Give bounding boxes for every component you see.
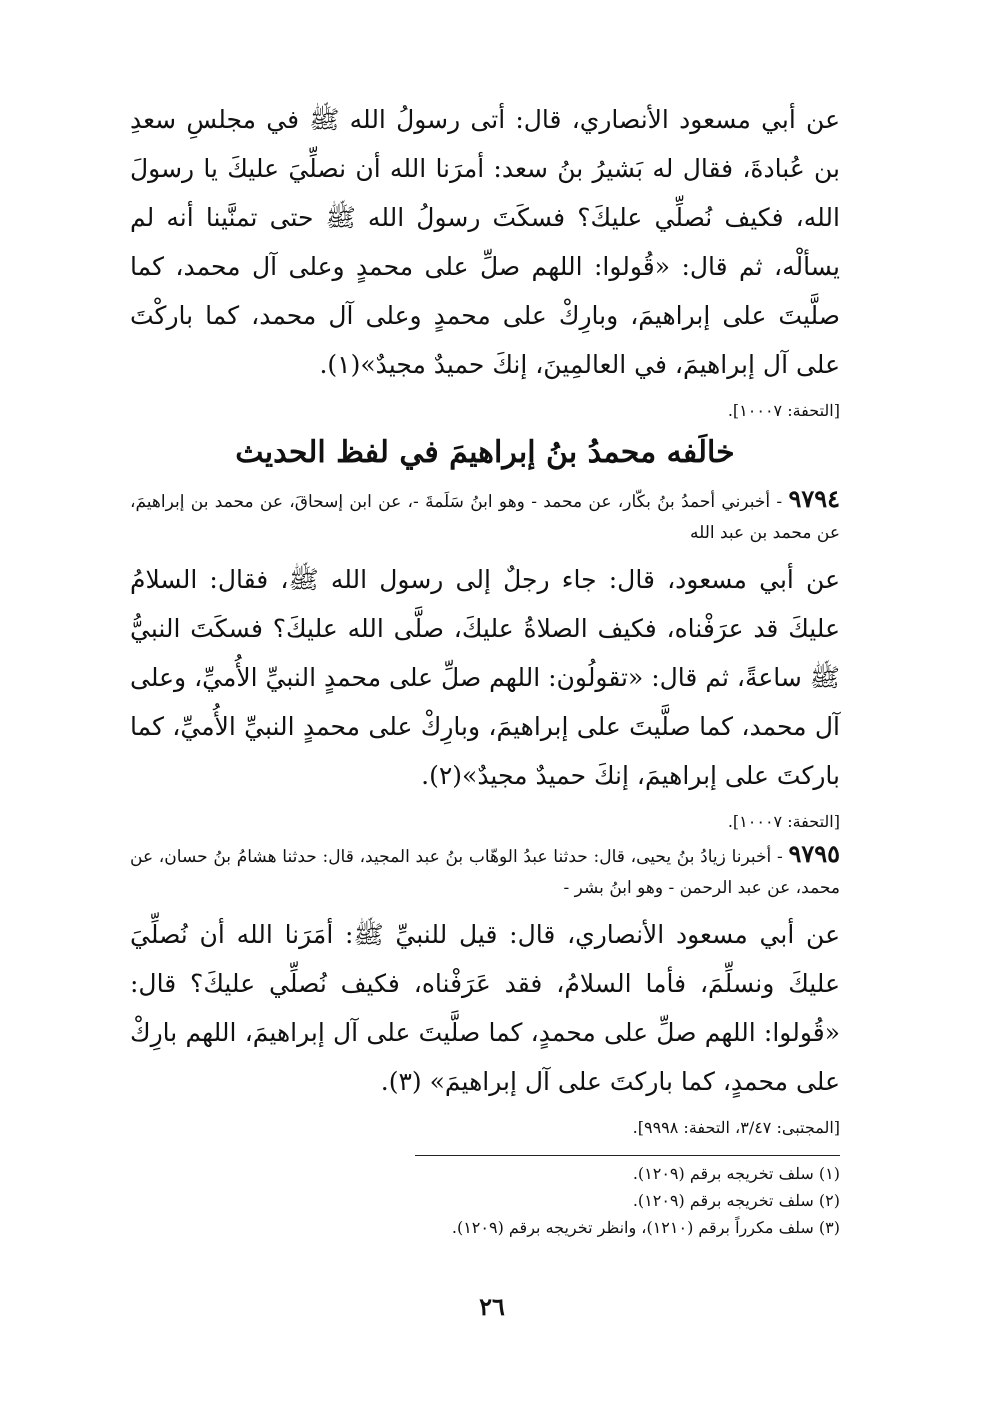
isnad-9795 xyxy=(130,838,840,904)
isnad-text-9795: - أخبرنا زيادُ بنُ يحيى، قال: حدثنا عبدُ الوهّاب بنُ عبد المجيد، قال: حدثنا هشامُ بنُ حسان، عن محمد، عن عبد الرحمن - وهو ابنُ بشر - xyxy=(130,847,840,898)
reference-block1: [التحفة: ١٠٠٠٧]. xyxy=(727,401,840,420)
hadith-number-9794: ٩٧٩٤ xyxy=(788,484,840,513)
hadith-text-9794: عن أبي مسعود، قال: جاء رجلٌ إلى رسول الله ﷺ، فقال: السلامُ عليكَ قد عرَفْناه، فكيف الصلاةُ عليكَ، صلَّى الله عليكَ؟ فسكَتَ النبيُّ ﷺ ساعةً، ثم قال: «تقولُون: اللهم صلِّ على محمدٍ النبيِّ الأُميِّ، وعلى آل محمد، كما صلَّيتَ على إبراهيمَ، وبارِكْ على محمدٍ النبيِّ الأُميِّ، كما باركتَ على إبراهيمَ، إنكَ حميدٌ مجيدٌ»(٢). xyxy=(130,565,840,790)
hadith-number-9795: ٩٧٩٥ xyxy=(788,839,840,868)
page-body xyxy=(130,95,840,1144)
page-number: ٢٦ xyxy=(479,1292,505,1321)
footnotes-divider xyxy=(415,1155,840,1156)
section-heading: خالَفه محمدُ بنُ إبراهيمَ في لفظ الحديث xyxy=(235,435,735,470)
footnote-2: (٢) سلف تخريجه برقم (١٢٠٩). xyxy=(632,1191,840,1210)
hadith-text-block1: عن أبي مسعود الأنصاري، قال: أتى رسولُ الله ﷺ في مجلسِ سعدِ بن عُبادةَ، فقال له بَشيرُ بنُ سعد: أمرَنا الله أن نصلِّيَ عليكَ يا رسولَ الله، فكيف نُصلِّي عليكَ؟ فسكَتَ رسولُ الله ﷺ حتى تمنَّينا أنه لم يسألْه، ثم قال: «قُولوا: اللهم صلِّ على محمدٍ وعلى آل محمد، كما صلَّيتَ على إبراهيمَ، وبارِكْ على محمدٍ وعلى آل محمد، كما باركْتَ على آل إبراهيمَ، في العالمِينَ، إنكَ حميدٌ مجيدٌ»(١). xyxy=(130,105,840,379)
reference-9795: [المجتبى: ٣/٤٧، التحفة: ٩٩٩٨]. xyxy=(632,1118,840,1137)
hadith-text-9795: عن أبي مسعود الأنصاري، قال: قيل للنبيِّ ﷺ: أمَرَنا الله أن نُصلِّيَ عليكَ ونسلِّمَ، فأما السلامُ، فقد عَرَفْناه، فكيف نُصلِّي عليكَ؟ قال: «قُولوا: اللهم صلِّ على محمدٍ، كما صلَّيتَ على آل إبراهيمَ، اللهم بارِكْ على محمدٍ، كما باركتَ على آل إبراهيمَ» (٣). xyxy=(130,920,840,1096)
reference-9794: [التحفة: ١٠٠٠٧]. xyxy=(727,812,840,831)
footnote-3: (٣) سلف مكرراً برقم (١٢١٠)، وانظر تخريجه برقم (١٢٠٩). xyxy=(451,1218,840,1237)
footnotes xyxy=(300,1160,840,1241)
isnad-9794 xyxy=(130,483,840,549)
footnote-1: (١) سلف تخريجه برقم (١٢٠٩). xyxy=(632,1164,840,1183)
isnad-text-9794: - أخبرني أحمدُ بنُ بكّار، عن محمد - وهو ابنُ سَلَمةَ -، عن ابن إسحاقَ، عن محمد بن إبراهيمَ، عن محمد بن عبد الله xyxy=(130,492,840,543)
